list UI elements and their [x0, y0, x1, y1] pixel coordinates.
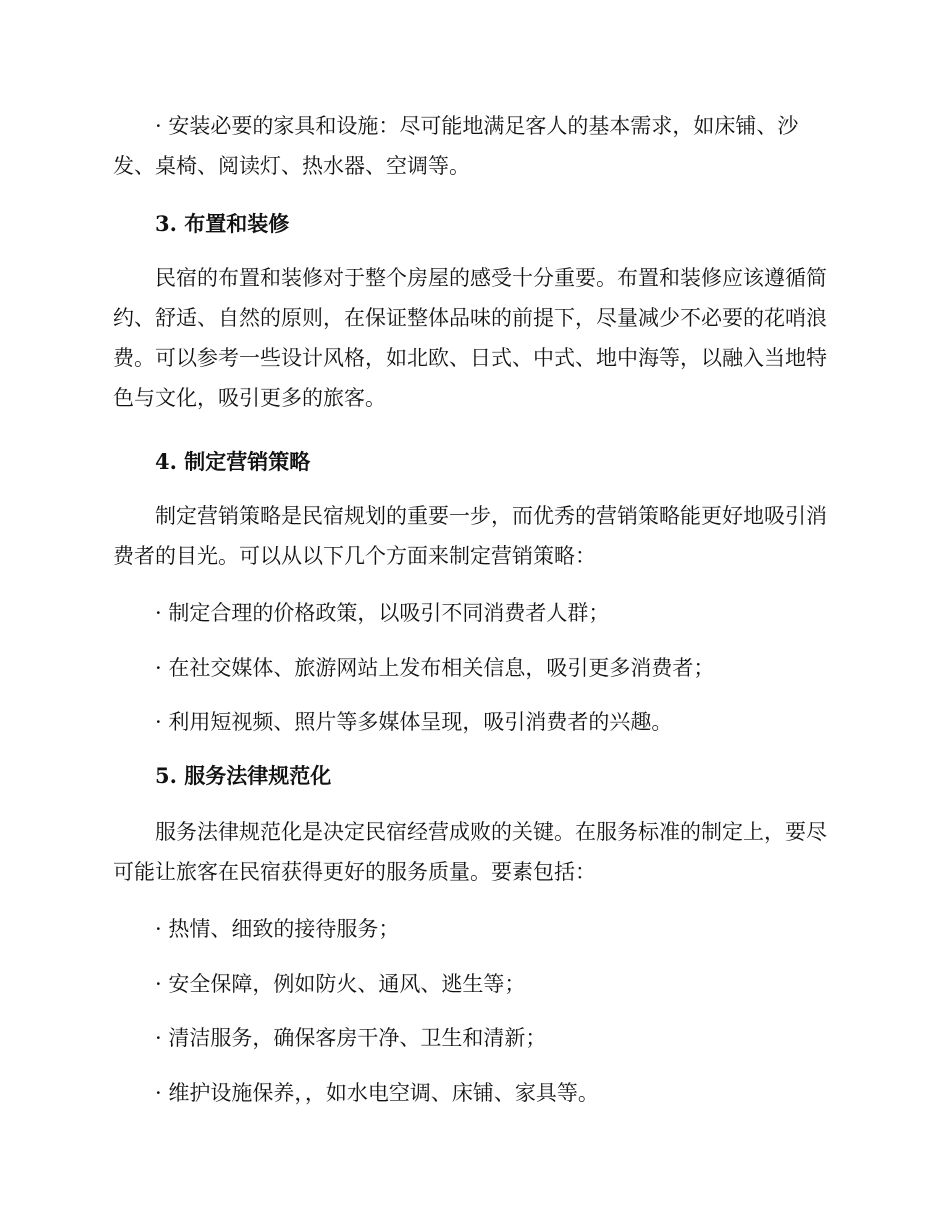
section-heading-5: 5. 服务法律规范化 — [155, 763, 332, 788]
bullet-5-4: · 维护设施保养，，如水电空调、床铺、家具等。 — [155, 1081, 599, 1105]
bullet-4-1: · 制定合理的价格政策，以吸引不同消费者人群； — [155, 601, 610, 625]
bullet-5-3: · 清洁服务，确保客房干净、卫生和清新； — [155, 1026, 547, 1050]
bullet-5-1: · 热情、细致的接待服务； — [155, 917, 400, 941]
paragraph-section-4: 制定营销策略是民宿规划的重要一步，而优秀的营销策略能更好地吸引消费者的目光。可以从以下几个方面来制定营销策略： — [113, 504, 827, 568]
bullet-4-3: · 利用短视频、照片等多媒体呈现，吸引消费者的兴趣。 — [155, 710, 673, 734]
section-heading-4: 4. 制定营销策略 — [155, 449, 311, 474]
bullet-4-2: · 在社交媒体、旅游网站上发布相关信息，吸引更多消费者； — [155, 656, 715, 680]
bullet-5-2: · 安全保障，例如防火、通风、逃生等； — [155, 972, 526, 996]
paragraph-section-5: 服务法律规范化是决定民宿经营成败的关键。在服务标准的制定上，要尽可能让旅客在民宿获得更好的服务质量。要素包括： — [113, 820, 827, 884]
paragraph-section-3: 民宿的布置和装修对于整个房屋的感受十分重要。布置和装修应该遵循简约、舒适、自然的原则，在保证整体品味的前提下，尽量减少不必要的花哨浪费。可以参考一些设计风格，如北欧、日式、中式、地中海等，以融入当地特色与文化，吸引更多的旅客。 — [113, 266, 827, 410]
paragraph-furniture-bullet: · 安装必要的家具和设施：尽可能地满足客人的基本需求，如床铺、沙发、桌椅、阅读灯、热水器、空调等。 — [113, 114, 799, 178]
section-heading-3: 3. 布置和装修 — [155, 211, 290, 236]
